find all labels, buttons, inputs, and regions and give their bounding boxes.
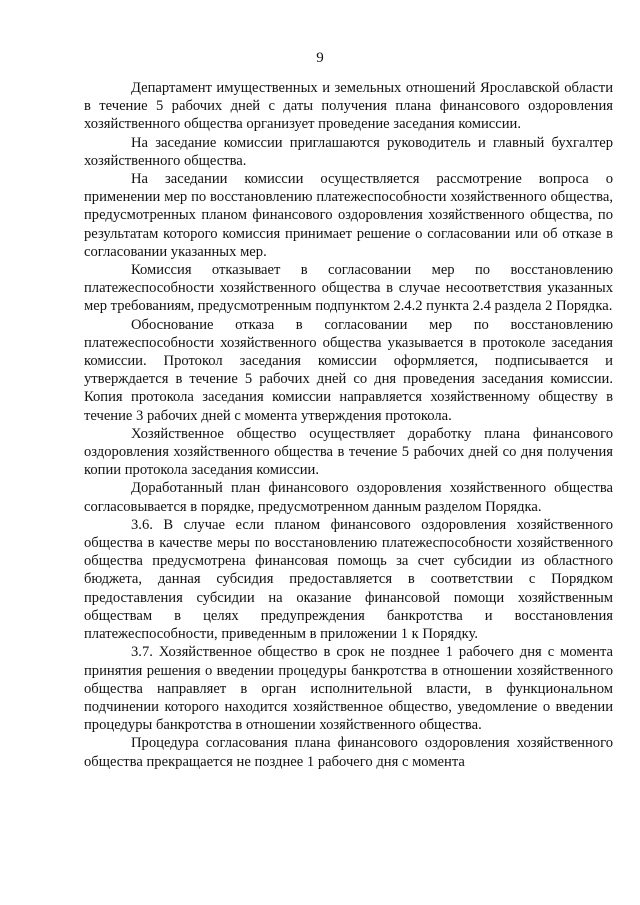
paragraph-clause-3-6: 3.6. В случае если планом финансового оздоровления хозяйственного общества в качестве меры по восстановлению платежеспособности хозяйственного общества предусмотрена финансовая помощь за счет субсидии из областного бюджета, данная субсидия предоставляется в соответствии с Порядком предоставления субсидии на оказание финансовой помощи хозяйственным обществам в целях предупреждения банкротства и восстановления платежеспособности, приведенным в приложении 1 к Порядку. [84, 516, 613, 643]
paragraph-plan-revision: Хозяйственное общество осуществляет доработку плана финансового оздоровления хозяйственного общества в течение 5 рабочих дней со дня получения копии протокола заседания комиссии. [84, 425, 613, 479]
paragraph-commission-meeting-organization: Департамент имущественных и земельных отношений Ярославской области в течение 5 рабочих дней с даты получения плана финансового оздоровления хозяйственного общества организует проведение заседания комиссии. [84, 80, 613, 133]
page-number: 9 [316, 50, 324, 66]
paragraph-refusal-grounds: Комиссия отказывает в согласовании мер по восстановлению платежеспособности хозяйственного общества в случае несоответствия указанных мер требованиям, предусмотренным подпунктом 2.4.2 пункта 2.4 раздела 2 Порядка. [84, 262, 613, 315]
paragraph-clause-3-7: 3.7. Хозяйственное общество в срок не позднее 1 рабочего дня с момента принятия решения о введении процедуры банкротства в отношении хозяйственного общества направляет в орган исполнительной власти, в функциональном подчинении которого находится хозяйственное общество, уведомление о введении процедуры банкротства в отношении хозяйственного общества. [84, 644, 613, 734]
document-body [84, 79, 613, 771]
paragraph-refusal-protocol: Обоснование отказа в согласовании мер по восстановлению платежеспособности хозяйственного общества указывается в протоколе заседания комиссии. Протокол заседания комиссии оформляется, подписывается и утверждается в течение 5 рабочих дней со дня проведения заседания комиссии. Копия протокола заседания комиссии направляется хозяйственному обществу в течение 3 рабочих дней с момента утверждения протокола. [84, 316, 613, 424]
paragraph-procedure-termination: Процедура согласования плана финансового оздоровления хозяйственного общества прекращается не позднее 1 рабочего дня с момента [84, 735, 613, 770]
paragraph-meeting-invitees: На заседание комиссии приглашаются руководитель и главный бухгалтер хозяйственного общества. [84, 134, 613, 169]
paragraph-revised-plan-approval: Доработанный план финансового оздоровления хозяйственного общества согласовывается в порядке, предусмотренном данным разделом Порядка. [84, 480, 613, 515]
paragraph-meeting-consideration: На заседании комиссии осуществляется рассмотрение вопроса о применении мер по восстановлению платежеспособности хозяйственного общества, предусмотренных планом финансового оздоровления хозяйственного общества, по результатам которого комиссия принимает решение о согласовании или об отказе в согласовании указанных мер. [84, 171, 613, 260]
